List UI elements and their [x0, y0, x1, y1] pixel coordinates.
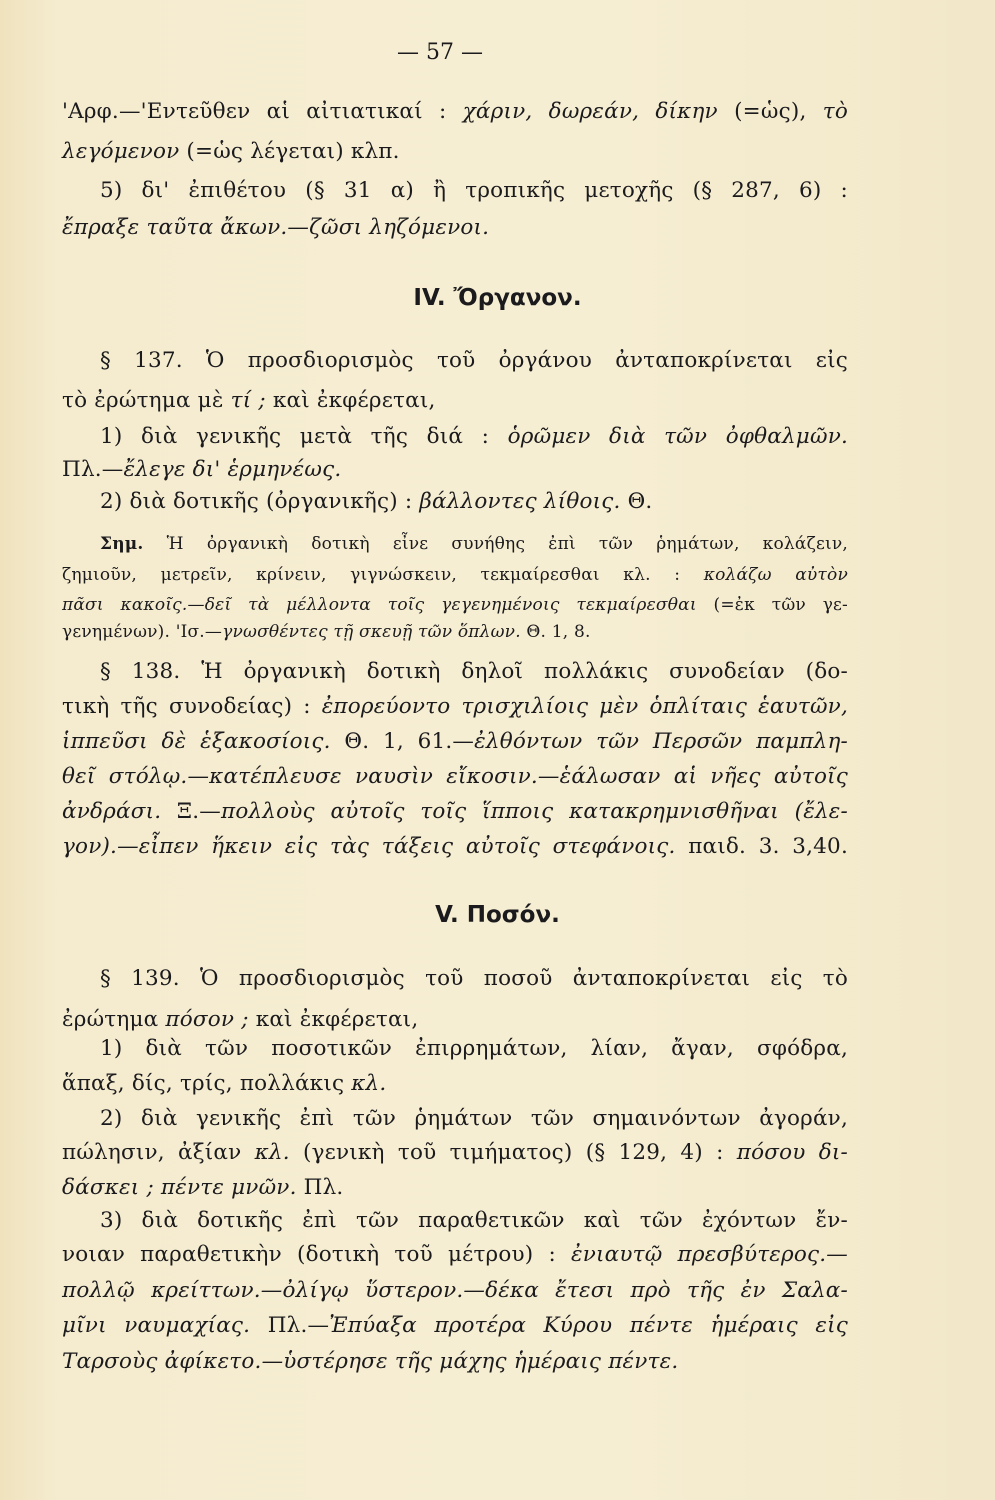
- text-span: Πλ.: [296, 1175, 344, 1200]
- italic-example: τί ;: [230, 388, 266, 413]
- text-line: [62, 386, 848, 416]
- text-line: [62, 137, 848, 167]
- italic-example: ἱππεῦσι δὲ ἑξακοσίοις.: [62, 729, 331, 754]
- text-span: τὸ ἐρώτημα μὲ: [62, 388, 231, 413]
- text-line: [62, 692, 848, 722]
- text-line: θεῖ στόλῳ.—κατέπλευσε ναυσὶν εἴκοσιν.—ἑάλωσαν αἱ νῆες αὐτοῖς: [62, 764, 848, 789]
- italic-example: ἐνιαυτῷ πρεσβύτερος.—: [571, 1242, 848, 1267]
- italic-example: βάλλοντες λίθοις.: [419, 489, 621, 514]
- text-line: [62, 1173, 848, 1203]
- text-span: τικὴ τῆς συνοδείας) :: [62, 694, 322, 719]
- italic-example: δάσκει ; πέντε μνῶν.: [62, 1175, 297, 1200]
- italic-example: Ἐπύαξα προτέρα Κύρου πέντε ἡμέραις εἰς: [329, 1313, 848, 1338]
- text-span: καὶ ἐκφέρεται,: [265, 388, 436, 413]
- text-line: 5) δι' ἐπιθέτου (§ 31 α) ἢ τροπικῆς μετοχῆς (§ 287, 6) :: [100, 178, 848, 203]
- text-span: Θ. 1, 61.—: [330, 729, 475, 754]
- text-span: Θ.: [620, 489, 653, 514]
- text-span: νοιαν παραθετικὴν (δοτικὴ τοῦ μέτρου) :: [62, 1242, 571, 1267]
- text-span: Ξ.—: [161, 799, 221, 824]
- italic-example: γνωσθέντες τῇ σκευῇ τῶν ὅπλων.: [222, 622, 521, 642]
- text-line: 1) διὰ τῶν ποσοτικῶν ἐπιρρημάτων, λίαν, ἄγαν, σφόδρα,: [100, 1036, 848, 1061]
- text-span: (=ὡς λέγεται) κλπ.: [179, 139, 400, 164]
- text-line: [100, 487, 848, 517]
- text-line: πολλῷ κρείττων.—ὀλίγῳ ὕστερον.—δέκα ἔτεσι πρὸ τῆς ἐν Σαλα-: [62, 1278, 848, 1303]
- italic-example: μῖνι ναυμαχίας.: [62, 1313, 251, 1338]
- section-heading-v: V. Ποσόν.: [435, 902, 560, 928]
- text-span: (=ὡς),: [717, 99, 823, 124]
- text-line: [62, 1311, 848, 1341]
- italic-example: γον).—εἶπεν ἥκειν εἰς τὰς τάξεις αὐτοῖς στεφάνοις.: [62, 834, 676, 859]
- note-line: [62, 560, 848, 590]
- text-line: [62, 97, 848, 127]
- text-line: [62, 1240, 848, 1270]
- paragraph-138: § 138. Ἡ ὀργανικὴ δοτικὴ δηλοῖ πολλάκις συνοδείαν (δο-: [100, 659, 848, 684]
- text-line: [62, 1138, 848, 1168]
- text-line: [62, 832, 848, 862]
- note-line: [62, 590, 848, 620]
- italic-example: λεγόμενον: [62, 139, 180, 164]
- italic-example: ἐπορεύοντο τρισχιλίοις μὲν ὁπλίταις ἑαυτῶν,: [321, 694, 848, 719]
- text-line: [62, 1069, 848, 1099]
- text-span: ἐρώτημα: [62, 1007, 166, 1032]
- paragraph-137: § 137. Ὁ προσδιορισμὸς τοῦ ὀργάνου ἀνταποκρίνεται εἰς: [100, 348, 848, 373]
- text-span: (γενικὴ τοῦ τιμήματος) (§ 129, 4) :: [289, 1140, 737, 1165]
- italic-example: πόσου δι-: [736, 1140, 848, 1165]
- text-span: Ἡ ὀργανικὴ δοτικὴ εἶνε συνήθης ἐπὶ τῶν ῥημάτων, κολάζειν,: [143, 534, 848, 554]
- paragraph-139: § 139. Ὁ προσδιορισμὸς τοῦ ποσοῦ ἀνταποκρίνεται εἰς τὸ: [100, 966, 848, 991]
- text-span: 2) διὰ δοτικῆς (ὀργανικῆς) :: [100, 489, 420, 514]
- italic-example: ἐλθόντων τῶν Περσῶν παμπλη-: [474, 729, 848, 754]
- note-line: [100, 529, 848, 559]
- italic-example: τὸ: [822, 99, 848, 124]
- text-span: Θ. 1, 8.: [520, 622, 591, 642]
- italic-example: κολάζω αὐτὸν: [703, 565, 848, 585]
- italic-example: χάριν, δωρεάν, δίκην: [462, 99, 718, 124]
- text-span: ἅπαξ, δίς, τρίς, πολλάκις: [62, 1071, 352, 1096]
- page-number: — 57 —: [397, 40, 483, 65]
- note-label: Σημ.: [100, 534, 144, 554]
- italic-example: κλ.: [351, 1071, 387, 1096]
- note-line: [62, 617, 848, 647]
- text-span: Πλ.—: [250, 1313, 330, 1338]
- text-line: [62, 727, 848, 757]
- italic-example: πόσον ;: [165, 1007, 249, 1032]
- text-span: καὶ ἐκφέρεται,: [248, 1007, 419, 1032]
- text-line: 3) διὰ δοτικῆς ἐπὶ τῶν παραθετικῶν καὶ τῶν ἐχόντων ἔν-: [100, 1208, 848, 1233]
- italic-example: ἀνδράσι.: [62, 799, 162, 824]
- italic-example: ὁρῶμεν διὰ τῶν ὀφθαλμῶν.: [507, 424, 849, 449]
- italic-example: πᾶσι κακοῖς.—δεῖ τὰ μέλλοντα τοῖς γεγενημένοις τεκμαίρεσθαι: [62, 595, 697, 615]
- text-line: [62, 797, 848, 827]
- text-line: Ταρσοὺς ἀφίκετο.—ὑστέρησε τῆς μάχης ἡμέραις πέντε.: [62, 1349, 679, 1374]
- text-line: [100, 422, 848, 452]
- text-line: ἔπραξε ταῦτα ἄκων.—ζῶσι ληζόμενοι.: [62, 215, 490, 240]
- text-line: 2) διὰ γενικῆς ἐπὶ τῶν ῥημάτων τῶν σημαινόντων ἀγοράν,: [100, 1106, 848, 1131]
- text-span: πώλησιν, ἀξίαν: [62, 1140, 255, 1165]
- text-span: γενημένων). 'Ισ.—: [62, 622, 223, 642]
- text-line: [62, 1005, 848, 1035]
- italic-example: πολλοὺς αὐτοῖς τοῖς ἵπποις κατακρημνισθῆναι (ἔλε-: [221, 799, 848, 824]
- text-span: Πλ.—: [62, 457, 124, 482]
- text-span: παιδ. 3. 3,40.: [675, 834, 848, 859]
- text-span: ζημιοῦν, μετρεῖν, κρίνειν, γιγνώσκειν, τεκμαίρεσθαι κλ. :: [62, 565, 704, 585]
- italic-example: κλ.: [254, 1140, 290, 1165]
- text-span: 1) διὰ γενικῆς μετὰ τῆς διά :: [100, 424, 508, 449]
- section-heading-iv: IV. Ὄργανον.: [413, 285, 582, 311]
- text-line: [62, 455, 848, 485]
- text-span: (=ἐκ τῶν γε-: [696, 595, 849, 615]
- italic-example: ἔλεγε δι' ἑρμηνέως.: [123, 457, 342, 482]
- text-span: 'Αρφ.—'Εντεῦθεν αἱ αἰτιατικαί :: [62, 99, 463, 124]
